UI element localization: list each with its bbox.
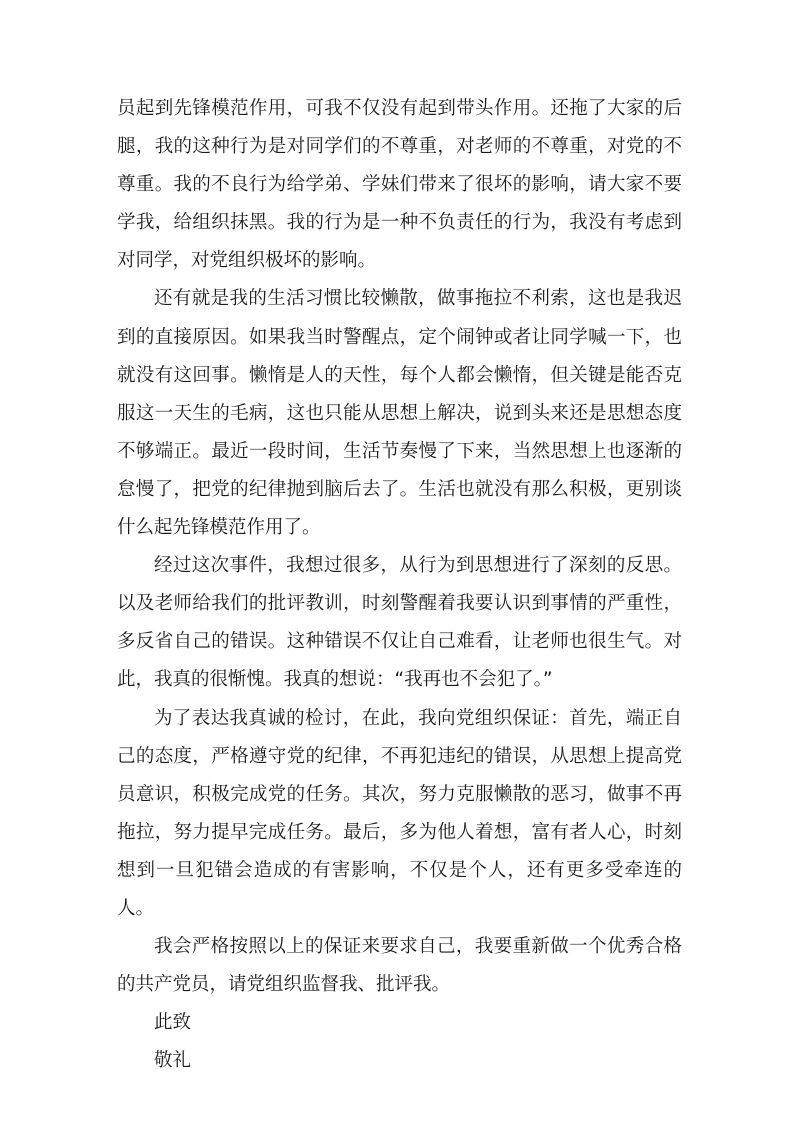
- closing-salutation: 此致: [154, 1012, 192, 1034]
- document-body: [117, 90, 682, 1080]
- paragraph-4: 为了表达我真诚的检讨，在此，我向党组织保证：首先，端正自己的态度，严格遵守党的纪律，不再犯违纪的错误，从思想上提高党员意识，积极完成党的任务。其次，努力克服懒散的恶习，做事不再拖拉，努力提早完成任务。最后，多为他人着想，富有者人心，时刻想到一旦犯错会造成的有害影响，不仅是个人，还有更多受牵连的人。: [117, 707, 682, 919]
- paragraph-2: 还有就是我的生活习惯比较懒散，做事拖拉不利索，这也是我迟到的直接原因。如果我当时警醒点，定个闹钟或者让同学喊一下，也就没有这回事。懒惰是人的天性，每个人都会懒惰，但关键是能否克服这一天生的毛病，这也只能从思想上解决，说到头来还是思想态度不够端正。最近一段时间，生活节奏慢了下来，当然思想上也逐渐的怠慢了，把党的纪律抛到脑后去了。生活也就没有那么积极，更别谈什么起先锋模范作用了。: [117, 288, 682, 539]
- paragraph-5: 我会严格按照以上的保证来要求自己，我要重新做一个优秀合格的共产党员，请党组织监督我、批评我。: [117, 936, 682, 996]
- paragraph-1: 员起到先锋模范作用，可我不仅没有起到带头作用。还拖了大家的后腿，我的这种行为是对同学们的不尊重，对老师的不尊重，对党的不尊重。我的不良行为给学弟、学妹们带来了很坏的影响，请大家不要学我，给组织抹黑。我的行为是一种不负责任的行为，我没有考虑到对同学，对党组织极坏的影响。: [117, 98, 682, 272]
- closing-regards: 敬礼: [154, 1050, 192, 1072]
- paragraph-3: 经过这次事件，我想过很多，从行为到思想进行了深刻的反思。以及老师给我们的批评教训，时刻警醒着我要认识到事情的严重性，多反省自己的错误。这种错误不仅让自己难看，让老师也很生气。对此，我真的很惭愧。我真的想说：“我再也不会犯了。”: [117, 555, 682, 691]
